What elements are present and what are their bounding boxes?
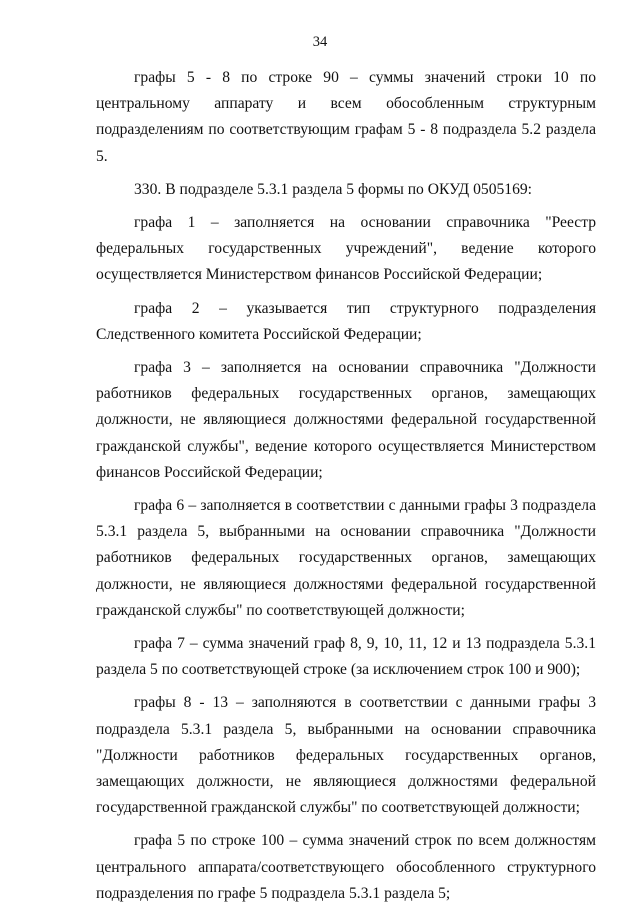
paragraph-graph-5-line-100: графа 5 по строке 100 – сумма значений строк по всем должностям центрального аппарата/соответствующего обособленного структурного подразделения по графе 5 подраздела 5.3.1 раздела 5;	[96, 832, 596, 902]
paragraph-graphs-8-13: графы 8 - 13 – заполняются в соответствии с данными графы 3 подраздела 5.3.1 раздела 5, выбранными на основании справочника "Должности работников федеральных государственных органов, замещающих должности, не являющиеся должностями федеральной государственной гражданской службы" по соответствующей должности;	[96, 694, 596, 817]
document-body	[96, 65, 596, 914]
paragraph-graph-3: графа 3 – заполняется на основании справочника "Должности работников федеральных государственных органов, замещающих должности, не являющиеся должностями федеральной государственной гражданской службы", ведение которого осуществляется Министерством финансов Российской Федерации;	[96, 359, 596, 481]
paragraph-graphs-5-8-line-90: графы 5 - 8 по строке 90 – суммы значений строки 10 по центральному аппарату и всем обособленным структурным подразделениям по соответствующим графам 5 - 8 подраздела 5.2 раздела 5.	[96, 69, 596, 165]
paragraph-graph-1: графа 1 – заполняется на основании справочника "Реестр федеральных государственных учреждений", ведение которого осуществляется Министерством финансов Российской Федерации;	[96, 214, 596, 284]
paragraph-graph-2: графа 2 – указывается тип структурного подразделения Следственного комитета Российской Федерации;	[96, 299, 596, 343]
paragraph-graph-6: графа 6 – заполняется в соответствии с данными графы 3 подраздела 5.3.1 раздела 5, выбранными на основании справочника "Должности работников федеральных государственных органов, замещающих должности, не являющиеся должностями федеральной государственной гражданской службы" по соответствующей должности;	[96, 497, 596, 619]
paragraph-graph-7: графа 7 – сумма значений граф 8, 9, 10, 11, 12 и 13 подраздела 5.3.1 раздела 5 по соответствующей строке (за исключением строк 100 и 900);	[96, 635, 596, 679]
paragraph-330-subsection: 330. В подразделе 5.3.1 раздела 5 формы по ОКУД 0505169:	[134, 180, 533, 198]
page-number: 34	[312, 34, 328, 50]
